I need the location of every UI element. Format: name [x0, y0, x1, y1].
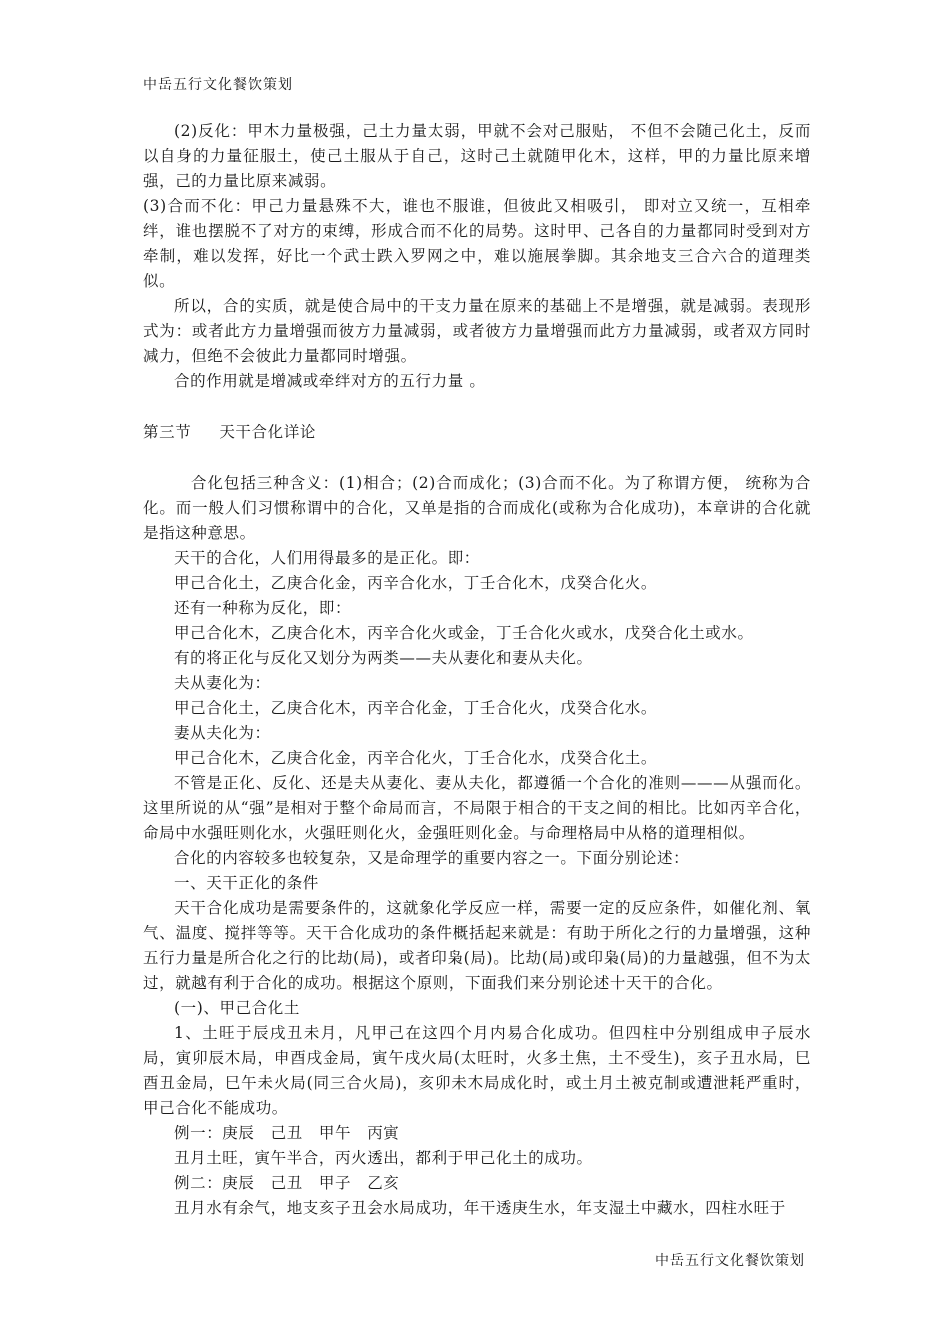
document-body	[143, 119, 811, 1221]
paragraph: 有的将正化与反化又划分为两类——夫从妻化和妻从夫化。	[174, 649, 593, 667]
page-footer: 中岳五行文化餐饮策划	[655, 1253, 805, 1269]
section-title: 天干合化详论	[219, 423, 316, 441]
section-heading	[143, 420, 811, 445]
paragraph: 甲己合化木，乙庚合化金，丙辛合化火，丁壬合化水，戊癸合化土。	[174, 749, 658, 767]
paragraph: 合化包括三种含义：(1)相合；(2)合而成化；(3)合而不化。为了称谓方便， 统称为合化。而一般人们习惯称谓中的合化，又单是指的合而成化(或称为合化成功)，本章讲的合化就是指这种意思。	[143, 474, 812, 542]
subheading: 一、天干正化的条件	[174, 874, 319, 892]
paragraph: 夫从妻化为：	[174, 674, 271, 692]
paragraph: 天干合化成功是需要条件的，这就象化学反应一样，需要一定的反应条件，如催化剂、氧气、温度、搅拌等等。天干合化成功的条件概括起来就是：有助于所化之行的力量增强，这种五行力量是所合化之行的比劫(局)，或者印枭(局)。比劫(局)或印枭(局)的力量越强，但不为太过，就越有利于合化的成功。根据这个原则，下面我们来分别论述十天干的合化。	[143, 899, 811, 992]
paragraph: 天干的合化，人们用得最多的是正化。即：	[174, 549, 480, 567]
paragraph: 甲己合化木，乙庚合化木，丙辛合化火或金，丁壬合化火或水，戊癸合化土或水。	[174, 624, 754, 642]
paragraph: (2)反化：甲木力量极强，己土力量太弱，甲就不会对己服贴， 不但不会随己化土，反而以自身的力量征服土，使己土服从于自己，这时己土就随甲化木，这样，甲的力量比原来增强，己的力量比原来减弱。	[143, 122, 811, 190]
paragraph: 丑月水有余气，地支亥子丑会水局成功，年干透庚生水，年支湿土中藏水，四柱水旺于	[174, 1199, 786, 1217]
paragraph: (3)合而不化：甲己力量悬殊不大，谁也不服谁，但彼此又相吸引， 即对立又统一，互相牵绊，谁也摆脱不了对方的束缚，形成合而不化的局势。这时甲、己各自的力量都同时受到对方牵制，难以发挥，好比一个武士跌入罗网之中，难以施展拳脚。其余地支三合六合的道理类似。	[143, 197, 811, 290]
section-number: 第三节	[143, 423, 192, 441]
subheading: (一)、甲己合化土	[174, 999, 300, 1017]
example-line: 例一：庚辰 己丑 甲午 丙寅	[174, 1124, 400, 1142]
paragraph: 合的作用就是增减或牵绊对方的五行力量 。	[174, 372, 486, 390]
paragraph: 合化的内容较多也较复杂，又是命理学的重要内容之一。下面分别论述：	[174, 849, 690, 867]
paragraph: 甲己合化土，乙庚合化金，丙辛合化水，丁壬合化木，戊癸合化火。	[174, 574, 658, 592]
paragraph: 1、土旺于辰戌丑未月，凡甲己在这四个月内易合化成功。但四柱中分别组成申子辰水局，寅卯辰木局，申酉戌金局，寅午戌火局(太旺时，火多土焦，土不受生)，亥子丑水局，巳酉丑金局，巳午未火局(同三合火局)，亥卯未木局成化时，或土月土被克制或遭泄耗严重时，甲己合化不能成功。	[143, 1024, 812, 1117]
paragraph: 甲己合化土，乙庚合化木，丙辛合化金，丁壬合化火，戊癸合化水。	[174, 699, 658, 717]
page-header: 中岳五行文化餐饮策划	[143, 77, 293, 93]
paragraph: 丑月土旺，寅午半合，丙火透出，都利于甲己化土的成功。	[174, 1149, 593, 1167]
paragraph: 不管是正化、反化、还是夫从妻化、妻从夫化，都遵循一个合化的准则———从强而化。这里所说的从“强”是相对于整个命局而言，不局限于相合的干支之间的相比。比如丙辛合化，命局中水强旺则化水，火强旺则化火，金强旺则化金。与命理格局中从格的道理相似。	[143, 774, 811, 842]
paragraph: 妻从夫化为：	[174, 724, 271, 742]
example-line: 例二：庚辰 己丑 甲子 乙亥	[174, 1174, 400, 1192]
paragraph: 所以，合的实质，就是使合局中的干支力量在原来的基础上不是增强，就是减弱。表现形式为：或者此方力量增强而彼方力量减弱，或者彼方力量增强而此方力量减弱，或者双方同时减力，但绝不会彼此力量都同时增强。	[143, 297, 811, 365]
paragraph: 还有一种称为反化，即：	[174, 599, 352, 617]
